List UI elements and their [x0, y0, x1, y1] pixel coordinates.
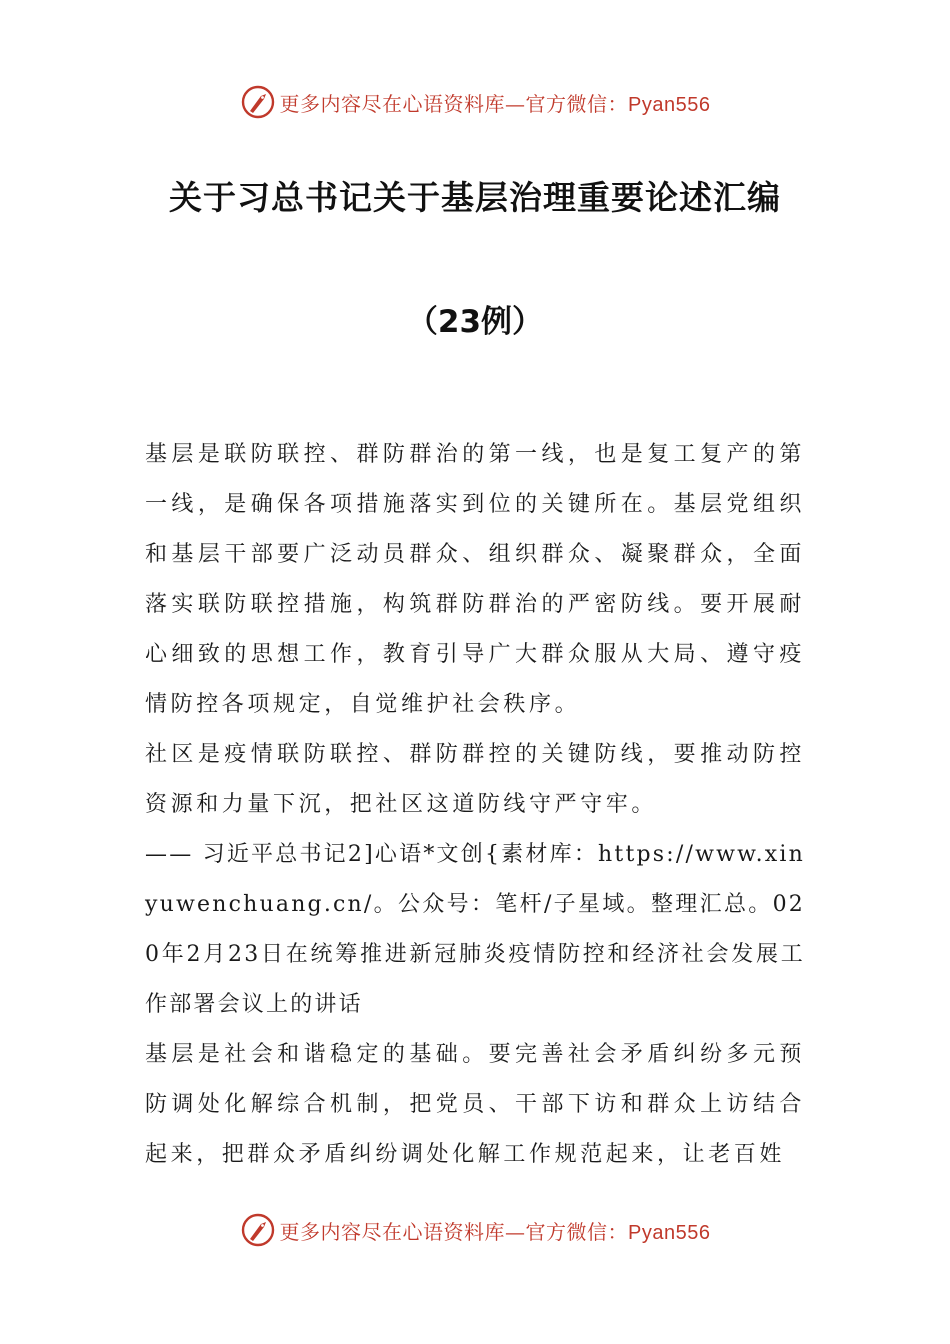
wechat-id: Pyan556: [628, 93, 711, 116]
source-citation: —— 习近平总书记2]心语*文创{素材库：https://www.xinyuwenchuang.cn/。公众号：笔杆/子星域。整理汇总。020年2月23日在统筹推进新冠肺炎疫情防控和经济社会发展工作部署会议上的讲话: [145, 842, 805, 1017]
pen-nib-icon: [240, 84, 276, 120]
pen-nib-icon: [240, 1212, 276, 1248]
body-paragraph: 基层是社会和谐稳定的基础。要完善社会矛盾纠纷多元预防调处化解综合机制，把党员、干部下访和群众上访结合起来，把群众矛盾纠纷调处化解工作规范起来，让老百姓: [145, 1042, 805, 1167]
document-subtitle: （23例）: [406, 304, 544, 340]
wechat-id: Pyan556: [628, 1221, 711, 1244]
document-title: 关于习总书记关于基层治理重要论述汇编: [169, 178, 781, 217]
header-banner-text: 更多内容尽在心语资料库—官方微信：Pyan556: [279, 91, 711, 116]
header-banner: [0, 82, 950, 122]
footer-banner: [0, 1210, 950, 1250]
footer-banner-text: 更多内容尽在心语资料库—官方微信：Pyan556: [279, 1219, 711, 1244]
body-paragraph: 社区是疫情联防联控、群防群控的关键防线，要推动防控资源和力量下沉，把社区这道防线守严守牢。: [145, 742, 805, 817]
body-paragraph: 基层是联防联控、群防群治的第一线，也是复工复产的第一线，是确保各项措施落实到位的关键所在。基层党组织和基层干部要广泛动员群众、组织群众、凝聚群众，全面落实联防联控措施，构筑群防群治的严密防线。要开展耐心细致的思想工作，教育引导广大群众服从大局、遵守疫情防控各项规定，自觉维护社会秩序。: [145, 442, 805, 717]
document-body: [145, 430, 805, 1180]
